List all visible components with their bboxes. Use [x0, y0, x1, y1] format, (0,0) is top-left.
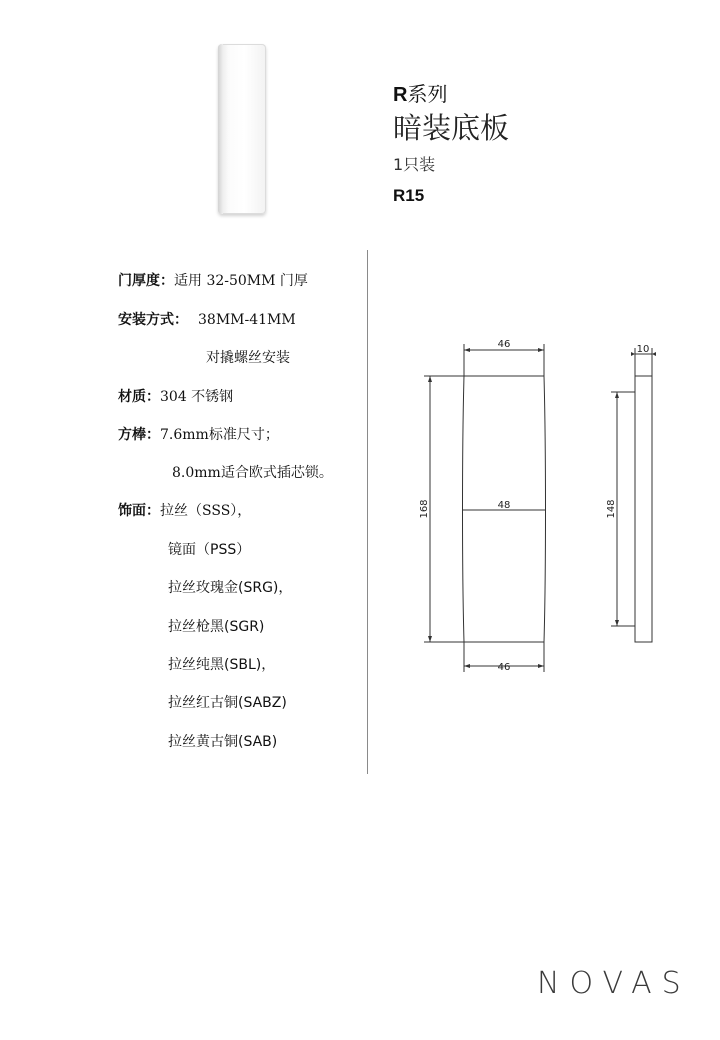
- spec-installation: [118, 309, 296, 329]
- spec-door-thickness: [118, 270, 308, 290]
- finish-option: 拉丝红古铜(SABZ): [168, 695, 287, 711]
- series-title: R系列: [393, 82, 448, 106]
- spec-value: 7.6mm标准尺寸；: [160, 427, 279, 443]
- finish-option: 拉丝枪黑(SGR): [168, 619, 265, 635]
- spec-label: 安装方式：: [118, 312, 188, 328]
- product-photo: [218, 44, 266, 214]
- dimension-drawing: [400, 330, 680, 680]
- brand-logo: NOVAS: [537, 966, 691, 1001]
- dim-height: 168: [419, 499, 430, 519]
- spec-label: 方棒：: [118, 427, 160, 443]
- dim-bottom-width: 46: [497, 662, 511, 673]
- dim-side-thickness: 10: [636, 344, 650, 355]
- finish-option: 拉丝黄古铜(SAB): [168, 734, 278, 750]
- spec-value: 304 不锈钢: [160, 389, 234, 405]
- spec-spindle-note: 8.0mm适合欧式插芯锁。: [172, 465, 333, 481]
- dim-side-height: 148: [606, 499, 617, 519]
- spec-material: [118, 386, 233, 406]
- product-name: 暗装底板: [393, 111, 510, 145]
- finish-option: 镜面（PSS）: [168, 542, 251, 558]
- pack-quantity: 1只装: [393, 155, 436, 174]
- finish-option: 拉丝（SSS），: [160, 503, 252, 519]
- spec-label: 饰面：: [118, 503, 160, 519]
- spec-label: 材质：: [118, 389, 160, 405]
- spec-label: 门厚度：: [118, 273, 174, 289]
- column-divider: [367, 250, 368, 774]
- finish-option: 拉丝纯黑(SBL)，: [168, 657, 276, 673]
- side-view-outline: [635, 376, 652, 642]
- product-code: R15: [393, 186, 425, 205]
- dim-mid-width: 48: [497, 500, 511, 511]
- spec-value: 38MM-41MM: [198, 312, 296, 328]
- spec-finish: [118, 500, 251, 520]
- spec-spindle: [118, 424, 279, 444]
- finish-option: 拉丝玫瑰金(SRG)，: [168, 580, 293, 596]
- spec-value: 适用 32-50MM 门厚: [174, 273, 308, 289]
- dim-top-width: 46: [497, 339, 511, 350]
- spec-installation-note: 对撬螺丝安装: [206, 350, 290, 366]
